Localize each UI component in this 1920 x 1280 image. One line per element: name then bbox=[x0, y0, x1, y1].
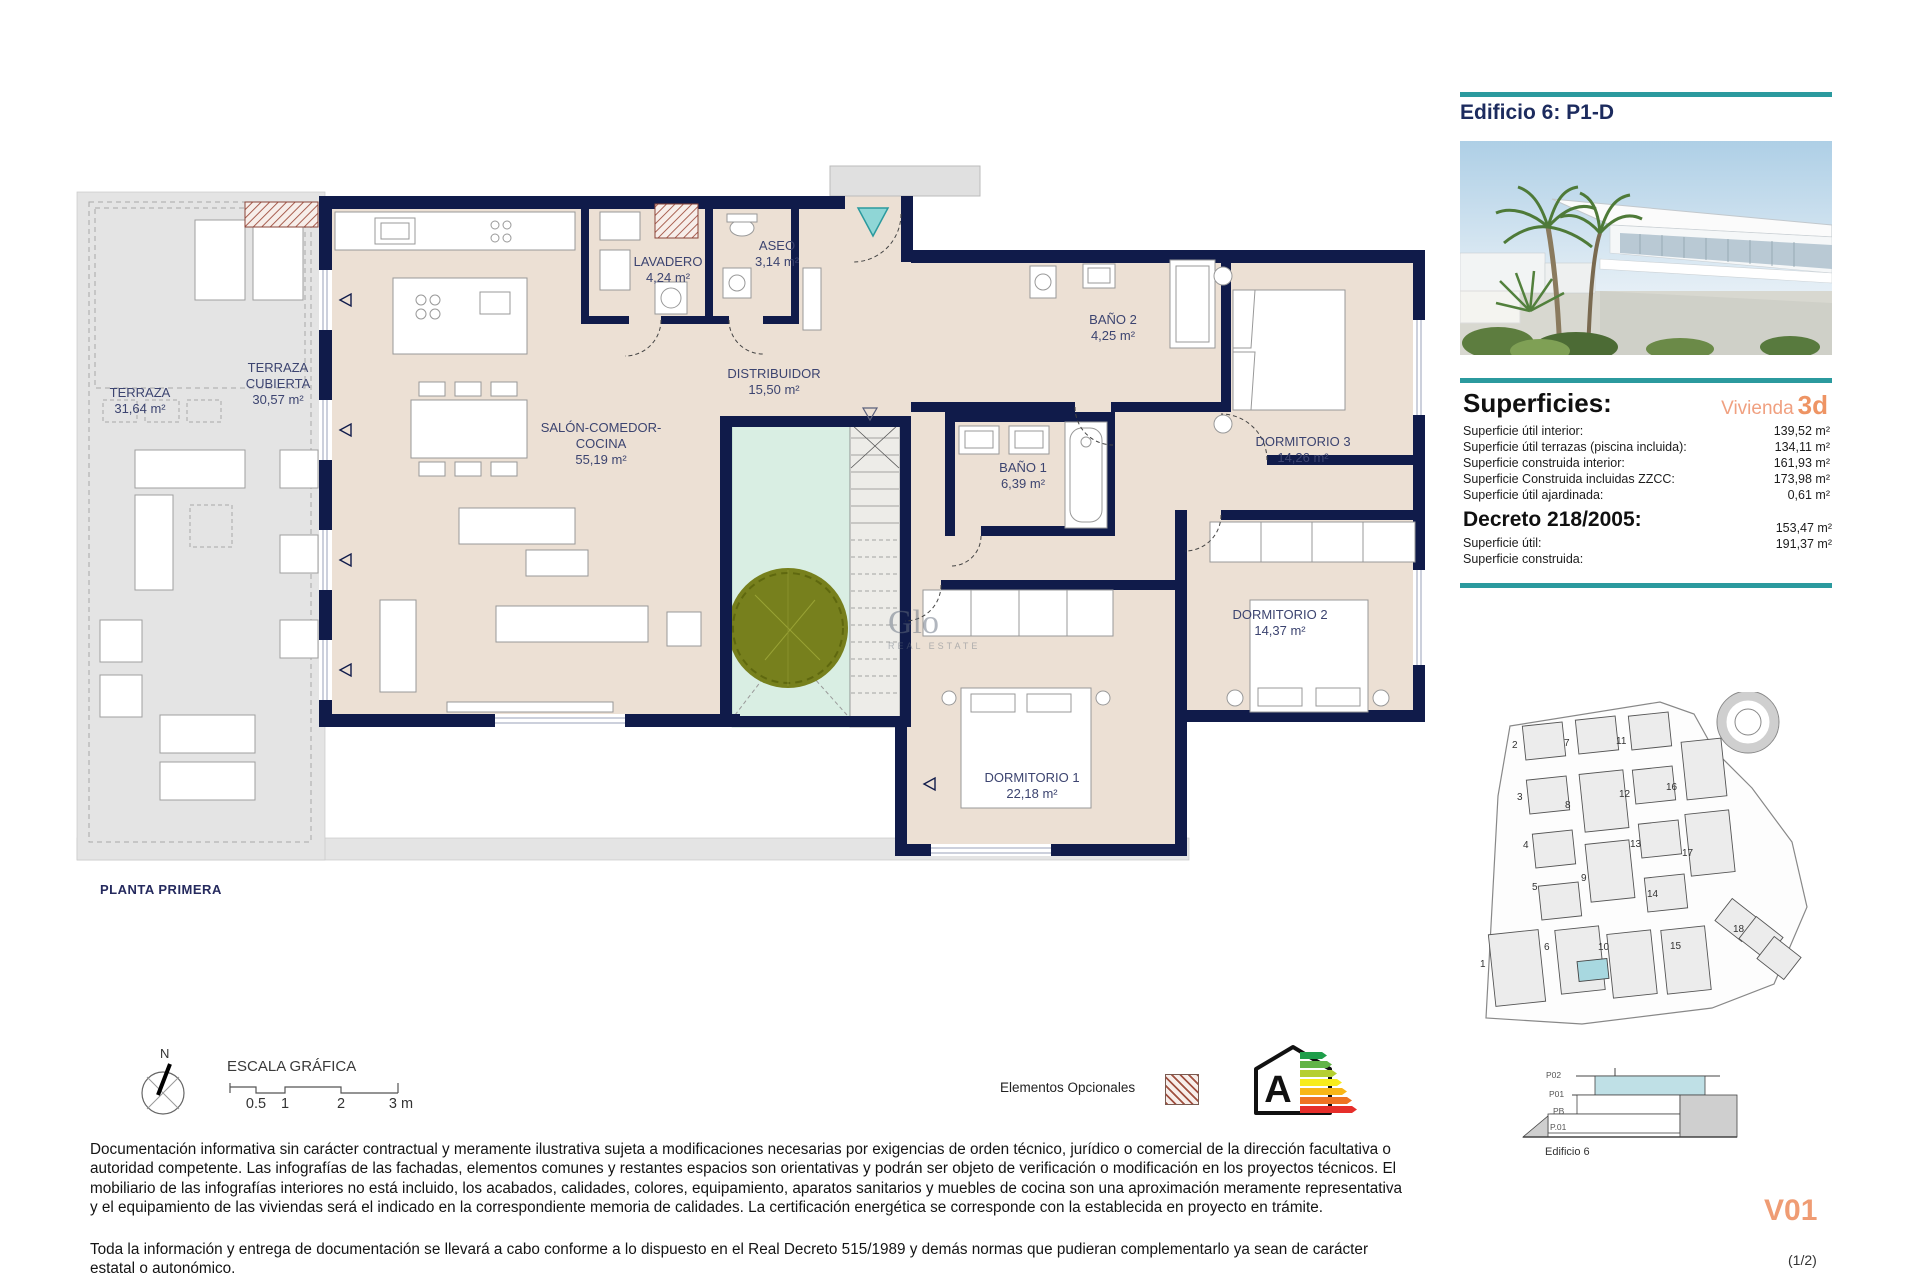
room-label-terraza-cubierta: TERRAZA CUBIERTA 30,57 m² bbox=[245, 360, 311, 407]
section-level-label: PB bbox=[1553, 1106, 1565, 1116]
superficies-row: Superficie Construida incluidas ZZCC: 173,98 m² bbox=[1463, 472, 1830, 486]
site-number: 1 bbox=[1480, 959, 1486, 970]
room-label-lavadero: LAVADERO 4,24 m² bbox=[633, 254, 703, 285]
superficies-heading: Superficies: bbox=[1463, 388, 1612, 418]
bedroom3-furniture bbox=[1214, 267, 1345, 433]
site-number: 16 bbox=[1666, 782, 1678, 793]
optional-elements-swatch bbox=[1165, 1074, 1199, 1105]
site-number: 13 bbox=[1630, 839, 1642, 850]
room-label-terraza: TERRAZA 31,64 m² bbox=[109, 385, 171, 416]
site-number: 15 bbox=[1670, 941, 1682, 952]
building-render-image bbox=[1460, 141, 1832, 355]
energy-rating-icon bbox=[1248, 1038, 1368, 1118]
north-compass-icon bbox=[130, 1060, 200, 1126]
site-number: 17 bbox=[1682, 848, 1694, 859]
floor-title: PLANTA PRIMERA bbox=[100, 882, 222, 897]
energy-letter: A bbox=[1264, 1069, 1292, 1111]
watermark: Glo REAL ESTATE bbox=[888, 604, 981, 651]
room-label-dormitorio3: DORMITORIO 3 14,26 m² bbox=[1255, 434, 1351, 465]
divider bbox=[1460, 92, 1832, 97]
page-number: (1/2) bbox=[1788, 1252, 1817, 1268]
site-number: 8 bbox=[1565, 800, 1571, 811]
section-level-label: P01 bbox=[1549, 1089, 1565, 1099]
scale-tick: 0.5 bbox=[245, 1096, 267, 1112]
site-number: 9 bbox=[1581, 873, 1587, 884]
section-level-label: P.01 bbox=[1550, 1122, 1567, 1132]
divider bbox=[1460, 583, 1832, 588]
scale-title: ESCALA GRÁFICA bbox=[227, 1058, 357, 1075]
version-label: V01 bbox=[1764, 1194, 1818, 1227]
decreto-heading: Decreto 218/2005: bbox=[1463, 508, 1642, 531]
site-number: 3 bbox=[1517, 792, 1523, 803]
decreto-label: Superficie construida: bbox=[1463, 552, 1584, 566]
superficies-header bbox=[1463, 388, 1832, 419]
section-level-label: P02 bbox=[1546, 1070, 1562, 1080]
site-number: 2 bbox=[1512, 740, 1518, 751]
site-number: 7 bbox=[1564, 738, 1570, 749]
page-title: Edificio 6: P1-D bbox=[1460, 101, 1615, 124]
site-number: 11 bbox=[1616, 736, 1627, 747]
site-number: 5 bbox=[1532, 882, 1538, 893]
highlighted-unit bbox=[1577, 958, 1609, 981]
room-label-salon: SALÓN-COMEDOR-COCINA 55,19 m² bbox=[540, 420, 662, 467]
decreto-label: Superficie útil: bbox=[1463, 536, 1542, 550]
room-label-dormitorio1: DORMITORIO 1 22,18 m² bbox=[984, 770, 1080, 801]
floor-plan-drawing bbox=[75, 150, 1425, 880]
scale-bar bbox=[225, 1080, 410, 1096]
site-number: 18 bbox=[1733, 924, 1745, 935]
room-label-aseo: ASEO 3,14 m² bbox=[754, 238, 800, 269]
entry-landing bbox=[830, 166, 980, 196]
scale-tick: 2 bbox=[336, 1096, 346, 1112]
courtyard-tree bbox=[728, 568, 848, 688]
energy-bars bbox=[1300, 1052, 1357, 1113]
site-number: 10 bbox=[1598, 942, 1610, 953]
superficies-row: Superficie útil interior: 139,52 m² bbox=[1463, 424, 1830, 438]
room-label-distribuidor: DISTRIBUIDOR 15,50 m² bbox=[727, 366, 821, 397]
scale-tick: 3 m bbox=[388, 1096, 414, 1112]
divider bbox=[1460, 378, 1832, 383]
site-number: 14 bbox=[1647, 889, 1659, 900]
courtyard bbox=[728, 422, 900, 727]
site-number: 6 bbox=[1544, 942, 1550, 953]
scale-tick: 1 bbox=[280, 1096, 290, 1112]
section-caption: Edificio 6 bbox=[1545, 1146, 1590, 1158]
vivienda-badge: Vivienda 3d bbox=[1721, 390, 1828, 420]
north-label: N bbox=[160, 1046, 170, 1061]
disclaimer-paragraph-2: Toda la información y entrega de documentación se llevará a cabo conforme a lo dispuesto en el Real Decreto 515/1989 y demás normas que pudieran complementarlo ya sean de carácter estatal o autonómico. bbox=[90, 1241, 1369, 1278]
room-label-bano2: BAÑO 2 4,25 m² bbox=[1089, 312, 1137, 343]
dining-furniture bbox=[411, 382, 527, 476]
room-label-dormitorio2: DORMITORIO 2 14,37 m² bbox=[1232, 607, 1328, 638]
decreto-value: 153,47 m² bbox=[1775, 521, 1832, 535]
decreto-value: 191,37 m² bbox=[1775, 537, 1832, 551]
superficies-row: Superficie construida interior: 161,93 m² bbox=[1463, 456, 1830, 470]
room-label-bano1: BAÑO 1 6,39 m² bbox=[999, 460, 1047, 491]
site-number: 4 bbox=[1523, 840, 1529, 851]
superficies-row: Superficie útil ajardinada: 0,61 m² bbox=[1463, 488, 1830, 502]
superficies-row: Superficie útil terrazas (piscina incluida): 134,11 m² bbox=[1463, 440, 1830, 454]
site-number: 12 bbox=[1619, 789, 1631, 800]
disclaimer-paragraph-1: Documentación informativa sin carácter contractual y meramente ilustrativa sujeta a modificaciones necesarias por exigencias de orden técnico, jurídico o comercial de la dirección facultativa o autoridad competente. Las infografías de las fachadas, elementos comunes y restantes espacios son orientativas y podrán ser objeto de verificación o modificación en los proyectos técnicos. El mobiliario de las infografías interiores no está incluido, los acabados, calidades, colores, equipamiento, aparatos sanitarios y muebles de cocina son una aproximación meramente representativa y el equipamiento de las viviendas será el indicado en la correspondiente memoria de calidades. La certificación energética se corresponde con la establecida en proyecto en trámite. bbox=[90, 1141, 1403, 1216]
optional-elements-label: Elementos Opcionales bbox=[1000, 1080, 1136, 1095]
